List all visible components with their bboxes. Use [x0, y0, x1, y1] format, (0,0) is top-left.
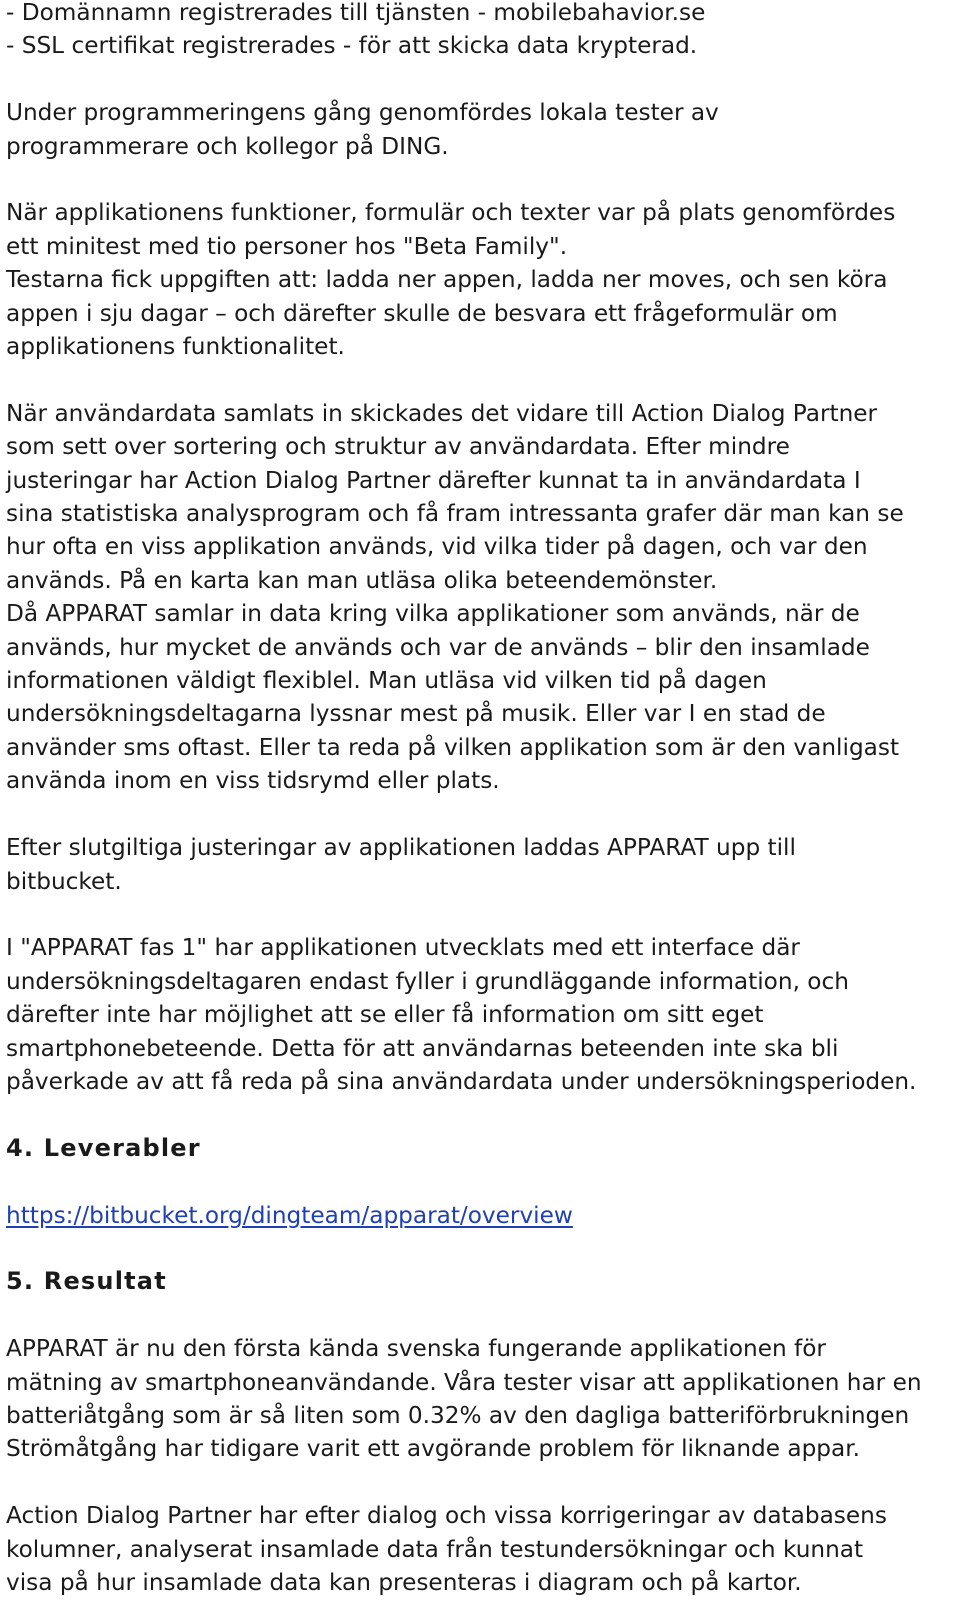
text-line: informationen väldigt flexiblel. Man utläsa vid vilken tid på dagen — [6, 667, 767, 695]
text-line: batteriåtgång som är så liten som 0.32% av den dagliga batteriförbrukningen — [6, 1401, 910, 1429]
text-line: sina statistiska analysprogram och få fram intressanta grafer där man kan se — [6, 500, 904, 528]
section-heading-results: 5. Resultat — [6, 1267, 167, 1296]
text-line: undersökningsdeltagarna lyssnar mest på musik. Eller var I en stad de — [6, 700, 826, 728]
paragraph-gap — [6, 798, 960, 831]
text-line: Då APPARAT samlar in data kring vilka applikationer som används, när de — [6, 600, 860, 628]
text-line: kolumner, analyserat insamlade data från testundersökningar och kunnat — [6, 1535, 864, 1563]
list-item: - Domännamn registrerades till tjänsten - mobilebahavior.se — [6, 0, 706, 26]
text-line: smartphonebeteende. Detta för att användarnas beteenden inte ska bli — [6, 1034, 839, 1062]
text-line: används, hur mycket de används och var de används – blir den insamlade — [6, 633, 870, 661]
text-line: programmerare och kollegor på DING. — [6, 132, 449, 160]
paragraph-analysis — [6, 1499, 960, 1599]
text-line: ett minitest med tio personer hos "Beta Family". — [6, 232, 568, 260]
text-line: mätning av smartphoneanvändande. Våra tester visar att applikationen har en — [6, 1368, 922, 1396]
paragraph-gap — [6, 1165, 960, 1198]
list-item: - SSL certifikat registrerades - för att skicka data krypterad. — [6, 32, 698, 60]
paragraph-gap — [6, 1466, 960, 1499]
text-line: använda inom en viss tidsrymd eller plats. — [6, 767, 500, 795]
paragraph-minitest — [6, 196, 960, 363]
paragraph-results — [6, 1332, 960, 1466]
intro-list — [6, 0, 960, 63]
text-line: applikationens funktionalitet. — [6, 333, 345, 361]
paragraph-testing — [6, 96, 960, 163]
paragraph-phase1 — [6, 931, 960, 1098]
text-line: påverkade av att få reda på sina användardata under undersökningsperioden. — [6, 1067, 917, 1095]
text-line: I "APPARAT fas 1" har applikationen utvecklats med ett interface där — [6, 934, 800, 962]
text-line: Testarna fick uppgiften att: ladda ner appen, ladda ner moves, och sen köra — [6, 266, 888, 294]
paragraph-bitbucket — [6, 831, 960, 898]
text-line: används. På en karta kan man utläsa olika beteendemönster. — [6, 566, 718, 594]
text-line: appen i sju dagar – och därefter skulle de besvara ett frågeformulär om — [6, 299, 838, 327]
text-line: Under programmeringens gång genomfördes lokala tester av — [6, 99, 719, 127]
text-line: visa på hur insamlade data kan presenteras i diagram och på kartor. — [6, 1568, 802, 1596]
text-line: När användardata samlats in skickades det vidare till Action Dialog Partner — [6, 399, 878, 427]
section-heading-deliverables: 4. Leverabler — [6, 1133, 201, 1162]
text-line: Efter slutgiltiga justeringar av applikationen laddas APPARAT upp till — [6, 834, 796, 862]
text-line: bitbucket. — [6, 867, 122, 895]
paragraph-gap — [6, 1299, 960, 1332]
text-line: Strömåtgång har tidigare varit ett avgörande problem för liknande appar. — [6, 1435, 860, 1463]
paragraph-gap — [6, 363, 960, 396]
paragraph-gap — [6, 163, 960, 196]
bitbucket-link[interactable]: https://bitbucket.org/dingteam/apparat/overview — [6, 1201, 573, 1229]
text-line: undersökningsdeltagaren endast fyller i grundläggande information, och — [6, 967, 849, 995]
text-line: justeringar har Action Dialog Partner därefter kunnat ta in användardata I — [6, 466, 861, 494]
paragraph-userdata — [6, 397, 960, 798]
paragraph-gap — [6, 1232, 960, 1265]
text-line: hur ofta en viss applikation används, vid vilka tider på dagen, och var den — [6, 533, 868, 561]
text-line: använder sms oftast. Eller ta reda på vilken applikation som är den vanligast — [6, 733, 900, 761]
paragraph-gap — [6, 898, 960, 931]
text-line: som sett over sortering och struktur av användardata. Efter mindre — [6, 433, 790, 461]
paragraph-gap — [6, 1098, 960, 1131]
text-line: Action Dialog Partner har efter dialog och vissa korrigeringar av databasens — [6, 1502, 887, 1530]
paragraph-gap — [6, 63, 960, 96]
text-line: APPARAT är nu den första kända svenska fungerande applikationen för — [6, 1335, 826, 1363]
text-line: därefter inte har möjlighet att se eller få information om sitt eget — [6, 1001, 764, 1029]
text-line: När applikationens funktioner, formulär och texter var på plats genomfördes — [6, 199, 896, 227]
